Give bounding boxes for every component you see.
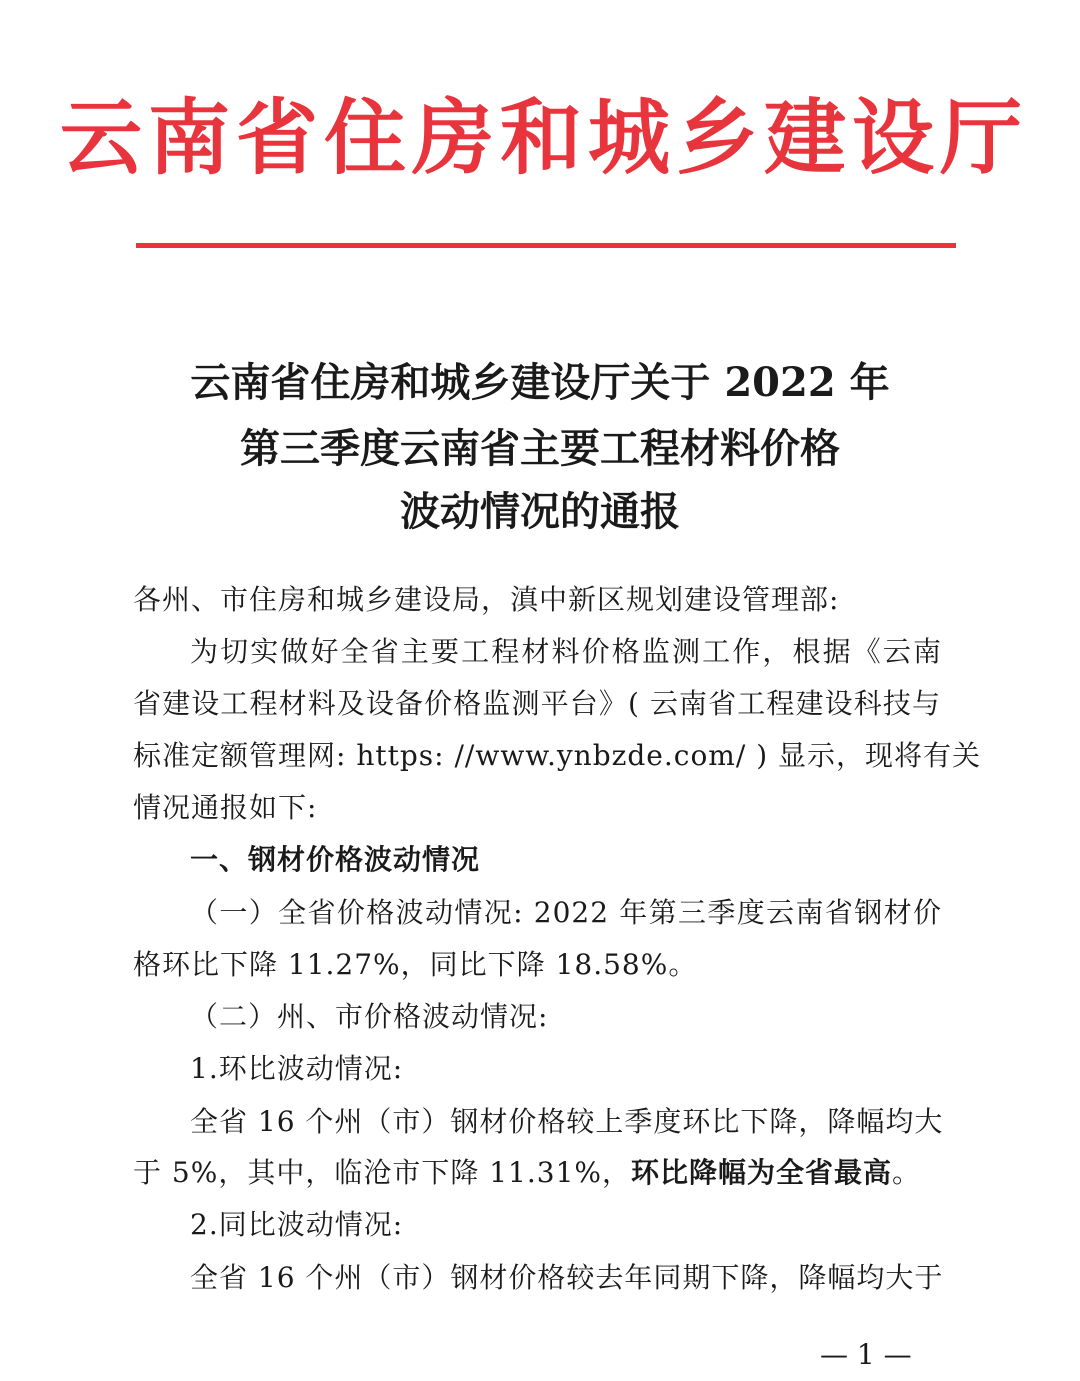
item-1-text-line-1: 全省 16 个州（市）钢材价格较上季度环比下降，降幅均大 <box>190 1105 944 1138</box>
item-1-emphasis: 环比降幅为全省最高 <box>631 1156 893 1189</box>
intro-line-4: 情况通报如下: <box>133 791 318 824</box>
page-number: — 1 — <box>820 1338 912 1371</box>
item-1-text-line-2 <box>133 1153 921 1193</box>
subsection-1-line-1: （一）全省价格波动情况: 2022 年第三季度云南省钢材价 <box>190 896 942 929</box>
intro-line-3: 标准定额管理网: https: //www.ynbzde.com/ ) 显示，现将有关 <box>133 739 982 772</box>
intro-line-1: 为切实做好全省主要工程材料价格监测工作，根据《云南 <box>190 635 942 668</box>
item-1-text-end: 。 <box>892 1156 922 1189</box>
intro-line-2: 省建设工程材料及设备价格监测平台》( 云南省工程建设科技与 <box>133 687 941 720</box>
document-title-line-2: 第三季度云南省主要工程材料价格 <box>240 425 840 472</box>
item-1-heading: 1.环比波动情况: <box>190 1052 404 1085</box>
section-1-heading: 一、钢材价格波动情况 <box>190 843 481 876</box>
item-1-text-plain: 于 5%，其中，临沧市下降 11.31%， <box>133 1156 631 1189</box>
subsection-1-line-2: 格环比下降 11.27%，同比下降 18.58%。 <box>133 948 698 981</box>
item-2-text-line-1: 全省 16 个州（市）钢材价格较去年同期下降，降幅均大于 <box>190 1261 944 1294</box>
document-title-line-3: 波动情况的通报 <box>400 488 680 535</box>
addressee-line: 各州、市住房和城乡建设局，滇中新区规划建设管理部: <box>133 583 840 616</box>
document-title-line-1: 云南省住房和城乡建设厅关于 2022 年 <box>190 359 890 406</box>
issuer-masthead: 云南省住房和城乡建设厅 <box>60 90 1029 186</box>
item-2-heading: 2.同比波动情况: <box>190 1208 404 1241</box>
subsection-2-heading: （二）州、市价格波动情况: <box>190 1000 549 1033</box>
red-divider-line <box>136 243 956 248</box>
